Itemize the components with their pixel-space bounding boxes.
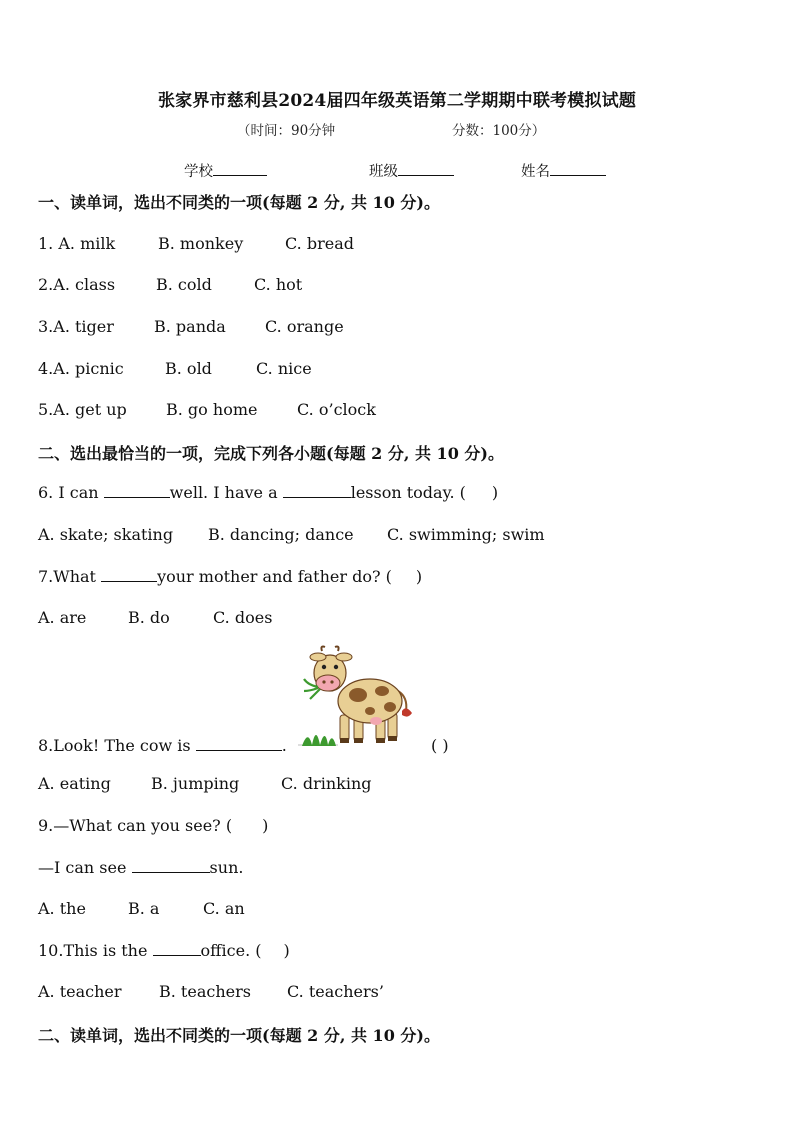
question-3 [38, 317, 114, 336]
question-8 [38, 736, 287, 755]
exam-time: （时间：90分钟 [237, 123, 336, 139]
option-a: A. picnic [53, 359, 124, 378]
option-c: C. o’clock [297, 400, 376, 419]
question-number: 4. [38, 359, 54, 378]
question-stem: well. I have a [169, 483, 278, 502]
question-4 [38, 359, 124, 378]
section-3-title: 二、读单词，选出不同类的一项(每题 2 分, 共 10 分)。 [38, 1026, 440, 1045]
question-stem: —I can see [38, 858, 127, 877]
option-c: C. orange [265, 317, 344, 336]
school-label: 学校 [184, 164, 213, 180]
option-a: A. teacher [38, 982, 122, 1001]
option-b: B. monkey [158, 234, 244, 253]
school-field [184, 160, 267, 181]
section-1-title: 一、读单词，选出不同类的一项(每题 2 分, 共 10 分)。 [38, 193, 440, 212]
question-9-line-2 [38, 858, 243, 877]
question-stem: lesson today. ( [350, 483, 466, 502]
option-a: A. tiger [53, 317, 114, 336]
option-c: C. bread [285, 234, 354, 253]
name-field [521, 160, 606, 181]
exam-score: 分数：100分） [452, 123, 546, 139]
question-stem: office. ( [200, 941, 262, 960]
name-label: 姓名 [521, 164, 550, 180]
page-title: 张家界市慈利县2024届四年级英语第二学期期中联考模拟试题 [157, 91, 637, 111]
question-9 [38, 816, 268, 835]
close-paren: ) [262, 816, 269, 835]
option-a: A. are [38, 608, 87, 627]
question-1 [38, 234, 115, 253]
option-c: C. hot [254, 275, 303, 294]
option-b: B. panda [154, 317, 226, 336]
answer-blank[interactable] [132, 859, 210, 873]
close-paren: ) [415, 567, 423, 586]
option-b: B. go home [166, 400, 258, 419]
option-c: C. nice [256, 359, 312, 378]
question-stem: . [281, 736, 287, 755]
question-7 [38, 567, 422, 586]
close-paren: ) [491, 483, 499, 502]
option-a: A. skate; skating [38, 525, 174, 544]
option-a: A. the [38, 899, 86, 918]
option-a: A. get up [53, 400, 127, 419]
option-a: A. class [53, 275, 116, 294]
answer-paren[interactable]: ( ) [431, 736, 449, 755]
option-a: A. milk [58, 234, 116, 253]
option-b: B. cold [156, 275, 212, 294]
option-b: B. jumping [151, 774, 240, 793]
class-label: 班级 [369, 164, 398, 180]
school-blank[interactable] [213, 162, 267, 176]
question-6 [38, 483, 498, 502]
option-a: A. eating [38, 774, 111, 793]
name-blank[interactable] [550, 162, 606, 176]
option-c: C. swimming; swim [387, 525, 545, 544]
question-stem: 10.This is the [38, 941, 148, 960]
option-b: B. old [165, 359, 212, 378]
option-b: B. dancing; dance [208, 525, 354, 544]
class-field [369, 160, 454, 181]
question-stem: 8.Look! The cow is [38, 736, 191, 755]
option-b: B. teachers [159, 982, 251, 1001]
question-number: 3. [38, 317, 54, 336]
answer-blank[interactable] [283, 484, 351, 498]
option-b: B. do [128, 608, 170, 627]
close-paren: ) [283, 941, 290, 960]
answer-blank[interactable] [101, 568, 157, 582]
option-b: B. a [128, 899, 160, 918]
option-c: C. an [203, 899, 245, 918]
answer-blank[interactable] [196, 737, 282, 751]
question-number: 2. [38, 275, 54, 294]
question-2 [38, 275, 115, 294]
question-number: 5. [38, 400, 54, 419]
option-c: C. drinking [281, 774, 372, 793]
question-number: 1. [38, 234, 59, 253]
answer-blank[interactable] [153, 942, 201, 956]
question-stem: your mother and father do? ( [157, 567, 392, 586]
section-2-title: 二、选出最恰当的一项，完成下列各小题(每题 2 分, 共 10 分)。 [38, 444, 504, 463]
class-blank[interactable] [398, 162, 454, 176]
question-stem: 9.—What can you see? ( [38, 816, 233, 835]
question-stem: sun. [209, 858, 244, 877]
answer-blank[interactable] [104, 484, 170, 498]
question-5 [38, 400, 127, 419]
question-stem: 7.What [38, 567, 96, 586]
question-stem: 6. I can [38, 483, 99, 502]
option-c: C. does [213, 608, 273, 627]
option-c: C. teachers’ [287, 982, 384, 1001]
cow-eating-grass-illustration [298, 645, 422, 751]
question-10 [38, 941, 290, 960]
